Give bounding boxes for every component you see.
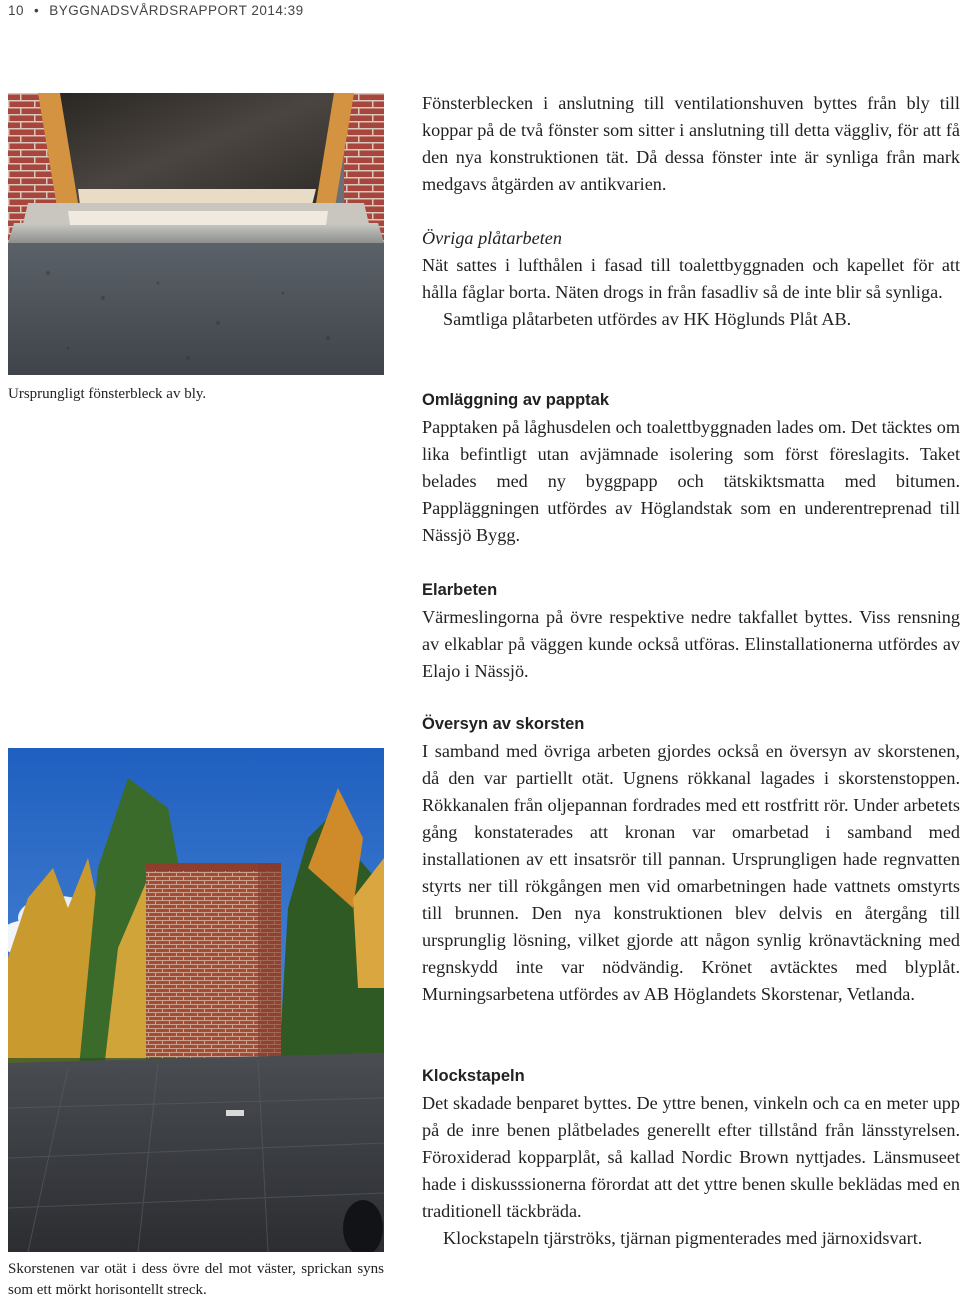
section-platarbeten <box>422 225 960 333</box>
skorsten-paragraph: I samband med övriga arbeten gjordes också en översyn av skorstenen, då den var partiellt otät. Ugnens rökkanal lagades i skorstenstoppen. Rökkanalen från oljepannan fordrades med ett rostfritt rör. Under arbetets gång konstaterades att kronan var omarbetad i samband med installationen av ett insatsrör till pannan. Ursprungligen hade regnvatten styrts ner till rökgången men vid omarbetningen hade vattnets omstyrts till brunnen. Den nya konstruktionen blev delvis en återgång till ursprunglig lösning, vilket gjorde att någon synlig krönavtäckning med regnskydd inte var nödvändig. Krönet avtäcktes med blyplåt. Murningsarbetena utfördes av AB Höglandets Skorstenar, Vetlanda. <box>422 741 960 1004</box>
running-header <box>8 0 304 20</box>
section-papptak <box>422 387 960 549</box>
page-number: 10 <box>8 2 25 18</box>
running-title: BYGGNADSVÅRDSRAPPORT 2014:39 <box>49 2 304 18</box>
chimney-photo-caption: Skorstenen var otät i dess övre del mot väster, sprickan syns som ett mörkt horisontellt streck. <box>8 1261 384 1298</box>
klockstapeln-heading: Klockstapeln <box>422 1067 525 1085</box>
klockstapeln-paragraph-2: Klockstapeln tjärströks, tjärnan pigmenterades med järnoxidsvart. <box>443 1228 923 1248</box>
section-elarbeten <box>422 577 960 685</box>
chimney-photo <box>8 748 384 1252</box>
window-photo-caption: Ursprungligt fönsterbleck av bly. <box>8 386 207 402</box>
platarbeten-paragraph-1: Nät sattes i lufthålen i fasad till toalettbyggnaden och kapellet för att hålla fåglar borta. Näten drogs in från fasadliv så de inte blir så synliga. <box>422 255 960 302</box>
platarbeten-heading: Övriga plåtarbeten <box>422 228 562 248</box>
section-intro <box>422 90 960 198</box>
chimney-illustration <box>8 748 384 1252</box>
skorsten-heading: Översyn av skorsten <box>422 715 585 733</box>
papptak-paragraph: Papptaken på låghusdelen och toalettbyggnaden lades om. Det täcktes om lika befintligt utan avjämnade isolering som först föreslagits. Taket belades med ny byggpapp och tätskiktsmatta med bitumen. Pappläggningen utfördes av Höglandstak som en underentreprenad till Nässjö Bygg. <box>422 417 960 545</box>
intro-paragraph: Fönsterblecken i anslutning till ventilationshuven byttes från bly till koppar på de två fönster som sitter i anslutning till detta väggliv, för att få den nya konstruktionen tät. Då dessa fönster inte är synliga från mark medgavs åtgärden av antikvarien. <box>422 93 960 194</box>
papptak-heading: Omläggning av papptak <box>422 391 610 409</box>
platarbeten-paragraph-2: Samtliga plåtarbeten utfördes av HK Höglunds Plåt AB. <box>443 309 852 329</box>
section-skorsten <box>422 711 960 1008</box>
section-klockstapeln <box>422 1063 960 1252</box>
header-bullet: • <box>34 2 40 18</box>
elarbeten-heading: Elarbeten <box>422 581 498 599</box>
klockstapeln-paragraph-1: Det skadade benparet byttes. De yttre benen, vinkeln och ca en meter upp på de inre benen plåtbelades generellt efter tillstånd från länsstyrelsen. Föroxiderad kopparplåt, så kallad Nordic Brown nyttjades. Länsmuseet hade i diskusssionerna förordat att det yttre benen skulle beklädas med en traditionell täckbräda. <box>422 1093 960 1221</box>
window-flashing-illustration <box>8 93 384 375</box>
window-flashing-photo <box>8 93 384 375</box>
elarbeten-paragraph: Värmeslingorna på övre respektive nedre takfallet byttes. Viss rensning av elkablar på väggen kunde också utföras. Elinstallationerna utfördes av Elajo i Nässjö. <box>422 607 960 681</box>
